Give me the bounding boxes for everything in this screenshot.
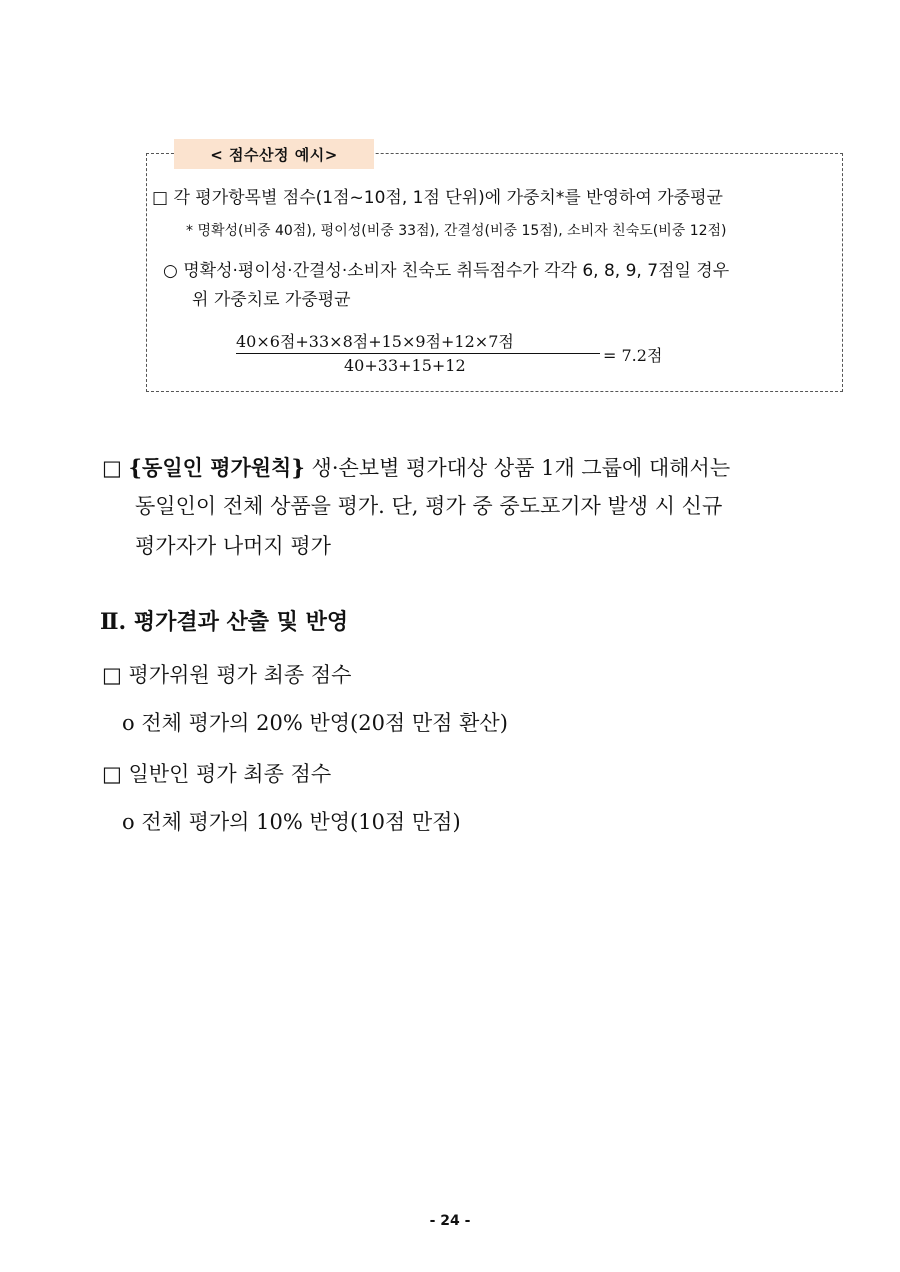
principle-text-1: 생·손보별 평가대상 상품 1개 그룹에 대해서는: [311, 456, 731, 480]
principle-title: {동일인 평가원칙}: [128, 455, 305, 480]
principle-marker: □: [102, 456, 122, 480]
section-2-item-2: □ 일반인 평가 최종 점수: [102, 762, 332, 786]
example-bullet: □ 각 평가항목별 점수(1점~10점, 1점 단위)에 가중치*를 반영하여 가중평균: [152, 188, 723, 208]
example-circle-line-2: 위 가중치로 가중평균: [192, 290, 351, 310]
formula-result: = 7.2점: [603, 346, 663, 365]
section-2-item-1-sub: o 전체 평가의 20% 반영(20점 만점 환산): [122, 711, 508, 735]
formula-numerator: 40×6점+33×8점+15×9점+12×7점: [236, 332, 514, 351]
principle-line-2: 동일인이 전체 상품을 평가. 단, 평가 중 중도포기자 발생 시 신규: [135, 494, 723, 518]
formula-fraction-bar: [236, 353, 600, 354]
formula-denominator: 40+33+15+12: [344, 356, 466, 375]
principle-line-3: 평가자가 나머지 평가: [135, 534, 331, 558]
example-note: * 명확성(비중 40점), 평이성(비중 33점), 간결성(비중 15점), 소비자 친숙도(비중 12점): [186, 223, 727, 239]
page-number: - 24 -: [429, 1213, 471, 1229]
section-2-title: Ⅱ. 평가결과 산출 및 반영: [100, 609, 349, 635]
section-2-item-1: □ 평가위원 평가 최종 점수: [102, 663, 352, 687]
example-circle-line-1: ○ 명확성·평이성·간결성·소비자 친숙도 취득점수가 각각 6, 8, 9, 7점일 경우: [163, 261, 730, 281]
section-2-item-2-sub: o 전체 평가의 10% 반영(10점 만점): [122, 810, 461, 834]
principle-line-1: [102, 452, 730, 482]
example-label: < 점수산정 예시>: [174, 139, 374, 169]
